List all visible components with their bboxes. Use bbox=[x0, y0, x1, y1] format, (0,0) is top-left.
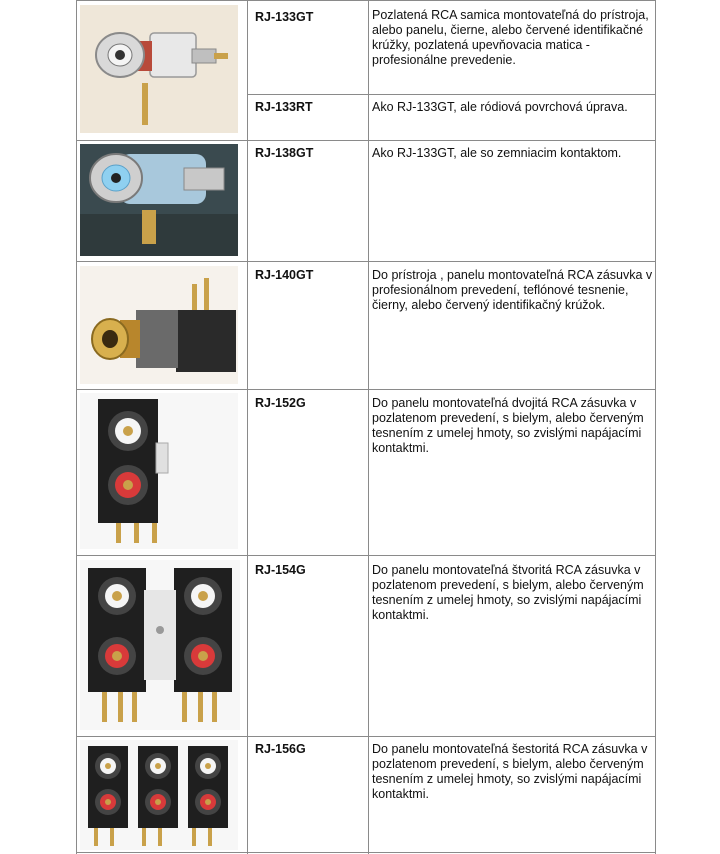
row-divider bbox=[76, 736, 656, 737]
row-divider bbox=[76, 0, 656, 1]
product-photo-rj140gt bbox=[80, 266, 238, 384]
product-photo-rj154g bbox=[80, 560, 240, 730]
product-description: Do panelu montovateľná štvoritá RCA zásuvka v pozlatenom prevedení, s bielym, alebo červeným tesnením z umelej hmoty, so zvislými napájacími kontaktmi. bbox=[372, 563, 644, 622]
product-code: RJ-156G bbox=[255, 742, 306, 756]
product-code: RJ-154G bbox=[255, 563, 306, 577]
row-divider bbox=[76, 389, 656, 390]
row-divider bbox=[76, 852, 656, 853]
product-description: Pozlatená RCA samica montovateľná do prístroja, alebo panelu, čierne, alebo červené identifikačné krúžky, pozlatená upevňovacia matica - profesionálne prevedenie. bbox=[372, 8, 649, 67]
table-border-right bbox=[655, 0, 656, 854]
product-photo-rj138gt bbox=[80, 144, 238, 256]
product-description: Ako RJ-133GT, ale so zemniacim kontaktom. bbox=[372, 146, 622, 160]
product-photo-rj133gt bbox=[80, 5, 238, 133]
row-divider bbox=[76, 140, 656, 141]
product-photo-rj152g bbox=[80, 393, 238, 549]
table-divider-code bbox=[368, 0, 369, 854]
product-code: RJ-140GT bbox=[255, 268, 314, 282]
table-border-left bbox=[76, 0, 77, 854]
row-divider bbox=[76, 261, 656, 262]
product-code: RJ-133RT bbox=[255, 100, 313, 114]
product-description: Do prístroja , panelu montovateľná RCA zásuvka v profesionálnom prevedení, teflónové tesnenie, čierny, alebo červený identifikačný krúžok. bbox=[372, 268, 653, 312]
product-description: Do panelu montovateľná dvojitá RCA zásuvka v pozlatenom prevedení, s bielym, alebo červeným tesnením z umelej hmoty, so zvislými napájacími kontaktmi. bbox=[372, 396, 644, 455]
product-code: RJ-133GT bbox=[255, 10, 314, 24]
row-divider bbox=[76, 555, 656, 556]
product-description: Ako RJ-133GT, ale ródiová povrchová úprava. bbox=[372, 100, 628, 114]
product-description: Do panelu montovateľná šestoritá RCA zásuvka v pozlatenom prevedení, s bielym, alebo červeným tesnením z umelej hmoty, so zvislými napájacími kontaktmi. bbox=[372, 742, 648, 801]
table-divider-photo bbox=[247, 0, 248, 854]
product-code: RJ-152G bbox=[255, 396, 306, 410]
row-divider bbox=[248, 94, 656, 95]
product-code: RJ-138GT bbox=[255, 146, 314, 160]
product-photo-rj156g bbox=[80, 740, 238, 850]
